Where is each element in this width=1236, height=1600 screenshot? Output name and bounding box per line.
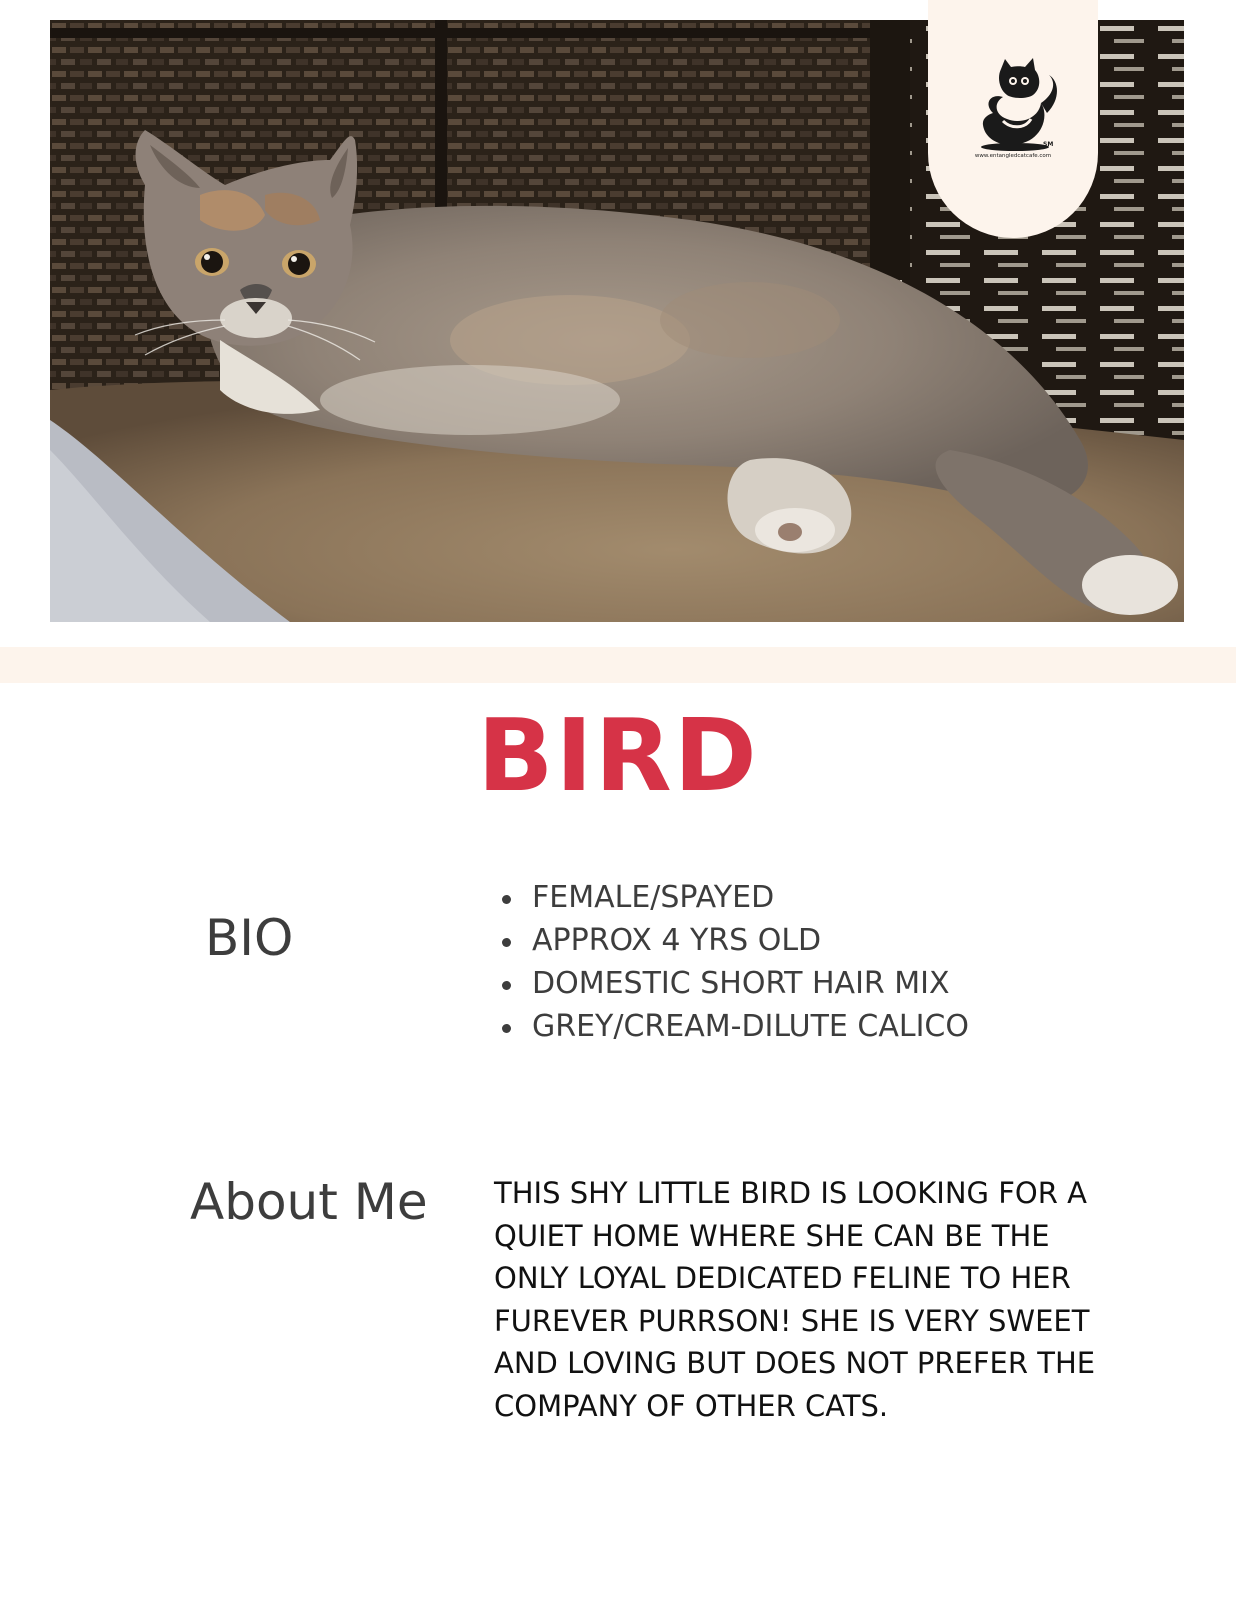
logo-tab — [928, 0, 1098, 238]
bio-item — [498, 962, 969, 1005]
logo-website: www.entangledcatcafe.com — [974, 153, 1052, 159]
bio-item-text: DOMESTIC SHORT HAIR MIX — [532, 966, 950, 1001]
bullet-icon — [502, 1024, 511, 1033]
cat-logo-icon[interactable] — [963, 55, 1063, 165]
bio-heading: BIO — [205, 909, 294, 967]
bio-item — [498, 1005, 969, 1048]
about-text: THIS SHY LITTLE BIRD IS LOOKING FOR A QUIET HOME WHERE SHE CAN BE THE ONLY LOYAL DEDICATED FELINE TO HER FUREVER PURRSON! SHE IS VERY SWEET AND LOVING BUT DOES NOT PREFER THE COMPANY OF OTHER CATS. — [494, 1176, 1096, 1423]
bullet-icon — [502, 981, 511, 990]
about-heading: About Me — [190, 1173, 428, 1231]
bio-item-text: FEMALE/SPAYED — [532, 880, 775, 915]
divider-band — [0, 647, 1236, 683]
bullet-icon — [502, 895, 511, 904]
bio-item — [498, 876, 969, 919]
bio-item-text: APPROX 4 YRS OLD — [532, 923, 822, 958]
bio-list — [498, 876, 969, 1048]
bullet-icon — [502, 938, 511, 947]
bio-item — [498, 919, 969, 962]
cat-name-title: BIRD — [477, 697, 759, 814]
logo-mark: SM — [1043, 141, 1054, 148]
bio-item-text: GREY/CREAM-DILUTE CALICO — [532, 1009, 969, 1044]
